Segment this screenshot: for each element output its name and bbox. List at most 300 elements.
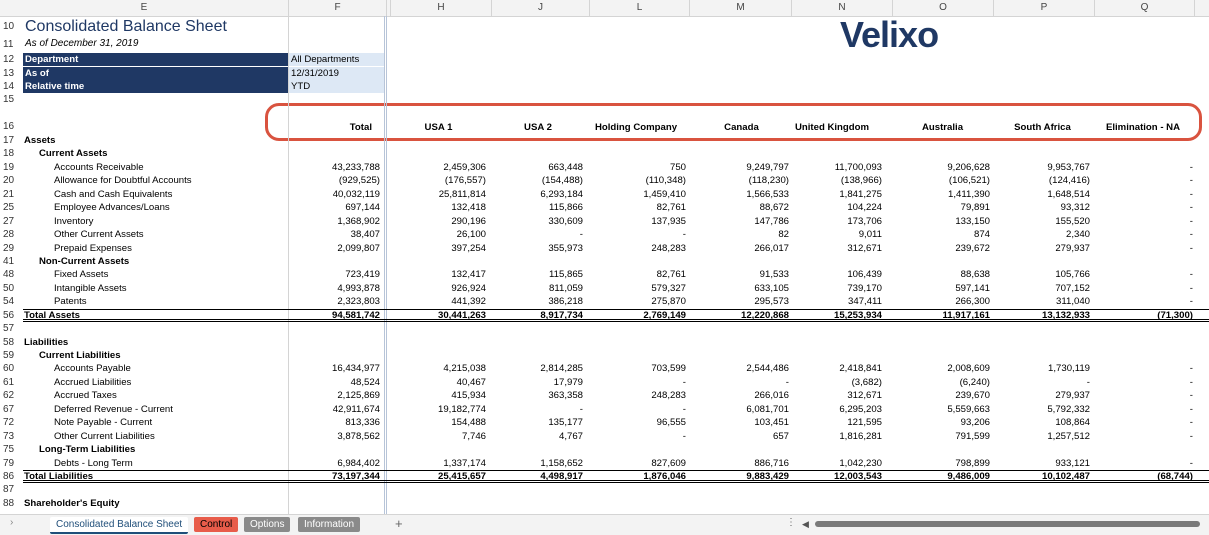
- value-cell[interactable]: -: [1189, 376, 1193, 388]
- table-row: [0, 255, 1209, 268]
- value-cell[interactable]: 7,746: [461, 430, 486, 442]
- value-cell[interactable]: 10,102,487: [1041, 470, 1090, 482]
- row-number: 14: [3, 81, 15, 92]
- row-label: Allowance for Doubtful Accounts: [54, 175, 192, 187]
- value-cell[interactable]: 697,144: [345, 202, 380, 214]
- value-cell[interactable]: 25,415,657: [437, 470, 486, 482]
- value-cell[interactable]: -: [682, 403, 686, 415]
- row-number: 27: [3, 215, 15, 227]
- value-cell[interactable]: 266,300: [955, 296, 990, 308]
- value-cell[interactable]: 115,865: [549, 269, 583, 281]
- value-cell[interactable]: 886,716: [754, 457, 789, 469]
- value-cell[interactable]: 1,411,390: [948, 188, 990, 200]
- table-row: [0, 215, 1209, 228]
- column-header-Q[interactable]: Q: [1095, 0, 1195, 16]
- value-cell[interactable]: 94,581,742: [331, 309, 380, 321]
- value-cell[interactable]: 739,170: [847, 282, 882, 294]
- row-label: Non-Current Assets: [39, 255, 130, 267]
- row-number: 75: [3, 444, 15, 456]
- value-cell[interactable]: 9,486,009: [947, 470, 990, 482]
- value-cell[interactable]: 1,337,174: [443, 457, 486, 469]
- row-label: Liabilities: [24, 336, 69, 348]
- value-cell[interactable]: 239,670: [955, 390, 990, 402]
- value-cell[interactable]: 6,984,402: [337, 457, 380, 469]
- column-title: Total: [349, 122, 372, 133]
- value-cell[interactable]: 798,899: [955, 457, 990, 469]
- value-cell[interactable]: 2,418,841: [839, 363, 882, 375]
- sheet-tab[interactable]: Information: [298, 517, 360, 532]
- row-number: 25: [3, 202, 15, 214]
- value-cell[interactable]: -: [1189, 229, 1193, 241]
- value-cell[interactable]: -: [682, 430, 686, 442]
- table-row: [0, 161, 1209, 174]
- value-cell[interactable]: 926,924: [451, 282, 486, 294]
- value-cell[interactable]: -: [579, 403, 583, 415]
- value-cell[interactable]: 48,524: [350, 376, 380, 388]
- value-cell[interactable]: 239,672: [955, 242, 990, 254]
- value-cell[interactable]: 2,544,486: [746, 363, 789, 375]
- table-row: [0, 242, 1209, 255]
- row-label: Other Current Liabilities: [54, 430, 155, 442]
- value-cell[interactable]: 132,417: [451, 269, 486, 281]
- value-cell[interactable]: 312,671: [847, 390, 882, 402]
- row-number: 11: [3, 39, 14, 50]
- param-value[interactable]: All Departments: [289, 53, 384, 66]
- row-label: Accrued Taxes: [54, 390, 117, 402]
- value-cell[interactable]: 104,224: [847, 202, 882, 214]
- value-cell[interactable]: -: [1189, 363, 1193, 375]
- value-cell[interactable]: 312,671: [847, 242, 882, 254]
- row-label: Cash and Cash Equivalents: [54, 188, 173, 200]
- value-cell[interactable]: 1,158,652: [540, 457, 583, 469]
- value-cell[interactable]: 363,358: [548, 390, 583, 402]
- add-sheet-button[interactable]: +: [395, 516, 403, 531]
- value-cell[interactable]: 155,520: [1055, 215, 1090, 227]
- value-cell[interactable]: 248,283: [651, 390, 686, 402]
- value-cell[interactable]: -: [682, 376, 686, 388]
- value-cell[interactable]: (3,682): [851, 376, 882, 388]
- report-title: Consolidated Balance Sheet: [25, 18, 227, 35]
- table-row: [0, 188, 1209, 201]
- row-number: 29: [3, 242, 15, 254]
- value-cell[interactable]: 290,196: [451, 215, 486, 227]
- value-cell[interactable]: 703,599: [651, 363, 686, 375]
- value-cell[interactable]: 5,792,332: [1047, 403, 1090, 415]
- value-cell[interactable]: 73,197,344: [331, 470, 380, 482]
- value-cell[interactable]: 26,100: [456, 229, 486, 241]
- value-cell[interactable]: -: [1189, 269, 1193, 281]
- row-label: Deferred Revenue - Current: [54, 403, 173, 415]
- value-cell[interactable]: (124,416): [1048, 175, 1090, 187]
- value-cell[interactable]: 2,459,306: [443, 161, 486, 173]
- table-row: [0, 443, 1209, 456]
- row-number: 57: [3, 323, 15, 335]
- row-number: 88: [3, 497, 15, 509]
- value-cell[interactable]: 88,672: [759, 202, 789, 214]
- total-row: [0, 470, 1209, 483]
- column-header-E[interactable]: E: [0, 0, 289, 16]
- column-title: Canada: [724, 122, 759, 133]
- row-number: 79: [3, 457, 15, 469]
- table-row: [0, 483, 1209, 496]
- column-header-J[interactable]: J: [492, 0, 590, 16]
- param-label: As of: [23, 67, 288, 80]
- value-cell[interactable]: 82,761: [656, 202, 686, 214]
- param-value[interactable]: YTD: [289, 80, 384, 93]
- table-row: [0, 389, 1209, 402]
- value-cell[interactable]: -: [1189, 242, 1193, 254]
- param-value[interactable]: 12/31/2019: [289, 67, 384, 80]
- row-number: 87: [3, 484, 15, 496]
- row-number: 17: [3, 135, 15, 146]
- row-number: 50: [3, 282, 15, 294]
- value-cell[interactable]: 2,340: [1065, 229, 1090, 241]
- value-cell[interactable]: 105,766: [1055, 269, 1090, 281]
- row-label: Accounts Receivable: [54, 161, 144, 173]
- value-cell[interactable]: 17,979: [553, 376, 583, 388]
- sheet-tab[interactable]: Control: [194, 517, 238, 532]
- row-number: 73: [3, 430, 15, 442]
- value-cell[interactable]: 19,182,774: [437, 403, 486, 415]
- value-cell[interactable]: 135,177: [548, 417, 583, 429]
- value-cell[interactable]: -: [1189, 282, 1193, 294]
- table-row: [0, 282, 1209, 295]
- column-header-H[interactable]: H: [391, 0, 492, 16]
- value-cell[interactable]: (929,525): [338, 175, 380, 187]
- column-title: USA 1: [424, 122, 453, 133]
- row-label: Debts - Long Term: [54, 457, 133, 469]
- value-cell[interactable]: 173,706: [847, 215, 882, 227]
- value-cell[interactable]: 2,008,609: [947, 363, 990, 375]
- total-top-border: [23, 309, 1209, 310]
- value-cell[interactable]: 3,878,562: [337, 430, 380, 442]
- table-row: [0, 457, 1209, 470]
- value-cell[interactable]: 43,233,788: [331, 161, 380, 173]
- value-cell[interactable]: 1,816,281: [839, 430, 882, 442]
- column-header-L[interactable]: L: [590, 0, 690, 16]
- param-label: Department: [23, 53, 288, 66]
- row-label: Note Payable - Current: [54, 417, 153, 429]
- row-label: Current Assets: [39, 148, 108, 160]
- value-cell[interactable]: -: [1189, 403, 1193, 415]
- value-cell[interactable]: (68,744): [1157, 470, 1193, 482]
- row-number: 61: [3, 376, 15, 388]
- value-cell[interactable]: (106,521): [948, 175, 990, 187]
- row-label: Other Current Assets: [54, 229, 144, 241]
- value-cell[interactable]: 933,121: [1055, 457, 1090, 469]
- table-row: [0, 336, 1209, 349]
- value-cell[interactable]: 1,841,275: [839, 188, 882, 200]
- row-number: 16: [3, 121, 15, 132]
- table-row: [0, 228, 1209, 241]
- more-options-icon[interactable]: ⋮: [786, 517, 796, 528]
- value-cell[interactable]: -: [1086, 376, 1090, 388]
- value-cell[interactable]: 1,368,902: [337, 215, 380, 227]
- row-number: 72: [3, 417, 15, 429]
- value-cell[interactable]: 91,533: [759, 269, 789, 281]
- column-title: Elimination - NA: [1105, 122, 1181, 133]
- table-row: [0, 134, 1209, 147]
- value-cell[interactable]: 597,141: [955, 282, 990, 294]
- value-cell[interactable]: -: [785, 376, 789, 388]
- value-cell[interactable]: 12,003,543: [833, 470, 882, 482]
- row-label: Prepaid Expenses: [54, 242, 132, 254]
- value-cell[interactable]: (6,240): [959, 376, 990, 388]
- value-cell[interactable]: 750: [669, 161, 686, 173]
- report-subtitle: As of December 31, 2019: [25, 38, 139, 49]
- column-header-P[interactable]: P: [994, 0, 1095, 16]
- value-cell[interactable]: 311,040: [1056, 296, 1090, 308]
- value-cell[interactable]: 11,700,093: [834, 161, 882, 173]
- value-cell[interactable]: 115,866: [549, 202, 583, 214]
- value-cell[interactable]: 441,392: [451, 296, 486, 308]
- row-label: Total Assets: [24, 309, 80, 321]
- value-cell[interactable]: 4,498,917: [540, 470, 583, 482]
- row-number: 59: [3, 350, 15, 361]
- value-cell[interactable]: 248,283: [651, 242, 686, 254]
- row-label: Inventory: [54, 215, 94, 227]
- value-cell[interactable]: 4,767: [558, 430, 583, 442]
- value-cell[interactable]: 1,566,533: [746, 188, 789, 200]
- value-cell[interactable]: 9,249,797: [746, 161, 789, 173]
- table-row: [0, 295, 1209, 308]
- value-cell[interactable]: 93,312: [1060, 202, 1090, 214]
- total-top-border: [23, 470, 1209, 471]
- sheet-tab[interactable]: Consolidated Balance Sheet: [50, 517, 188, 534]
- value-cell[interactable]: 811,059: [549, 282, 583, 294]
- value-cell[interactable]: 2,769,149: [643, 309, 686, 321]
- row-number: 60: [3, 363, 15, 375]
- param-label: Relative time: [23, 80, 288, 93]
- column-header-M[interactable]: M: [690, 0, 792, 16]
- value-cell[interactable]: 1,648,514: [1047, 188, 1090, 200]
- row-number: 58: [3, 336, 15, 348]
- table-row: [0, 147, 1209, 160]
- value-cell[interactable]: 1,730,119: [1048, 363, 1090, 375]
- row-number: 18: [3, 148, 15, 160]
- velixo-logo: Velixo: [840, 14, 939, 55]
- value-cell[interactable]: 93,206: [960, 417, 990, 429]
- value-cell[interactable]: 12,220,868: [740, 309, 789, 321]
- column-title: South Africa: [1014, 122, 1071, 133]
- value-cell[interactable]: 108,864: [1055, 417, 1090, 429]
- column-title: Holding Company: [594, 122, 678, 133]
- row-label: Shareholder's Equity: [24, 497, 120, 509]
- value-cell[interactable]: 4,215,038: [443, 363, 486, 375]
- value-cell[interactable]: 9,011: [858, 229, 882, 241]
- row-label: Total Liabilities: [24, 470, 94, 482]
- table-row: [0, 201, 1209, 214]
- value-cell[interactable]: 137,935: [651, 215, 686, 227]
- value-cell[interactable]: 355,973: [548, 242, 583, 254]
- value-cell[interactable]: -: [1189, 215, 1193, 227]
- row-number: 28: [3, 229, 15, 241]
- value-cell[interactable]: 38,407: [350, 229, 380, 241]
- value-cell[interactable]: 42,911,674: [332, 403, 380, 415]
- row-number: 62: [3, 390, 15, 402]
- horizontal-scrollbar[interactable]: [815, 521, 1200, 527]
- value-cell[interactable]: -: [1189, 175, 1193, 187]
- value-cell[interactable]: -: [1189, 430, 1193, 442]
- value-cell[interactable]: 88,638: [960, 269, 990, 281]
- value-cell[interactable]: 6,295,203: [839, 403, 882, 415]
- value-cell[interactable]: 633,105: [754, 282, 789, 294]
- value-cell[interactable]: -: [1189, 390, 1193, 402]
- row-label: Accounts Payable: [54, 363, 131, 375]
- value-cell[interactable]: 82,761: [656, 269, 686, 281]
- column-title: United Kingdom: [794, 122, 870, 133]
- value-cell[interactable]: 827,609: [651, 457, 686, 469]
- row-number: 20: [3, 175, 15, 187]
- row-label: Employee Advances/Loans: [54, 202, 170, 214]
- value-cell[interactable]: 40,467: [456, 376, 486, 388]
- value-cell[interactable]: 25,811,814: [438, 188, 486, 200]
- scroll-left-icon[interactable]: ◀: [802, 519, 809, 529]
- value-cell[interactable]: 279,937: [1055, 390, 1090, 402]
- value-cell[interactable]: (118,230): [748, 175, 789, 187]
- sheet-tab[interactable]: Options: [244, 517, 290, 532]
- value-cell[interactable]: -: [1189, 296, 1193, 308]
- row-number: 41: [3, 255, 15, 267]
- value-cell[interactable]: 707,152: [1055, 282, 1090, 294]
- table-row: [0, 376, 1209, 389]
- column-header-N[interactable]: N: [792, 0, 893, 16]
- table-row: [0, 268, 1209, 281]
- row-number: 10: [3, 21, 15, 32]
- value-cell[interactable]: 579,327: [651, 282, 686, 294]
- value-cell[interactable]: 1,042,230: [839, 457, 882, 469]
- value-cell[interactable]: 79,891: [960, 202, 990, 214]
- value-cell[interactable]: 133,150: [955, 215, 990, 227]
- row-label: Fixed Assets: [54, 269, 109, 281]
- value-cell[interactable]: 9,953,767: [1047, 161, 1090, 173]
- value-cell[interactable]: 295,573: [754, 296, 789, 308]
- row-number: 12: [3, 54, 15, 65]
- value-cell[interactable]: 103,451: [754, 417, 789, 429]
- column-title: Australia: [921, 122, 964, 133]
- column-header-O[interactable]: O: [893, 0, 994, 16]
- value-cell[interactable]: 82: [778, 229, 789, 241]
- value-cell[interactable]: -: [579, 229, 583, 241]
- value-cell[interactable]: 723,419: [345, 269, 380, 281]
- value-cell[interactable]: 397,254: [451, 242, 486, 254]
- value-cell[interactable]: 106,439: [847, 269, 882, 281]
- value-cell[interactable]: 275,870: [651, 296, 686, 308]
- value-cell[interactable]: (138,966): [840, 175, 882, 187]
- row-number: 21: [3, 188, 15, 200]
- total-row: [0, 309, 1209, 322]
- value-cell[interactable]: 386,218: [548, 296, 583, 308]
- value-cell[interactable]: 9,883,429: [746, 470, 789, 482]
- value-cell[interactable]: 5,559,663: [947, 403, 990, 415]
- column-header-bar: [0, 0, 1209, 17]
- value-cell[interactable]: 663,448: [548, 161, 583, 173]
- value-cell[interactable]: 16,434,977: [331, 363, 380, 375]
- table-row: [0, 416, 1209, 429]
- value-cell[interactable]: 6,293,184: [540, 188, 583, 200]
- value-cell[interactable]: -: [1189, 188, 1193, 200]
- value-cell[interactable]: 657: [772, 430, 789, 442]
- value-cell[interactable]: 2,814,285: [540, 363, 583, 375]
- row-number: 48: [3, 269, 15, 281]
- value-cell[interactable]: -: [1189, 161, 1193, 173]
- sheet-tab-bar: [0, 514, 1209, 535]
- value-cell[interactable]: 154,488: [451, 417, 486, 429]
- row-number: 13: [3, 67, 15, 79]
- value-cell[interactable]: (71,300): [1157, 309, 1193, 321]
- row-number: 15: [3, 94, 15, 105]
- row-label: Patents: [54, 296, 87, 308]
- row-label: Long-Term Liabilities: [39, 444, 136, 456]
- value-cell[interactable]: 4,993,878: [337, 282, 380, 294]
- table-row: [0, 497, 1209, 510]
- table-row: [0, 403, 1209, 416]
- table-row: [0, 349, 1209, 362]
- value-cell[interactable]: 266,017: [754, 242, 789, 254]
- value-cell[interactable]: 347,411: [848, 296, 882, 308]
- value-cell[interactable]: 415,934: [451, 390, 486, 402]
- value-cell[interactable]: (110,348): [645, 175, 686, 187]
- row-number: 56: [3, 309, 15, 321]
- value-cell[interactable]: 11,917,161: [942, 309, 990, 321]
- scroll-tabs-icon[interactable]: ›: [10, 517, 14, 528]
- value-cell[interactable]: 2,125,869: [337, 390, 380, 402]
- value-cell[interactable]: 1,257,512: [1047, 430, 1090, 442]
- value-cell[interactable]: 40,032,119: [332, 188, 380, 200]
- row-number: 19: [3, 161, 15, 173]
- value-cell[interactable]: -: [1189, 202, 1193, 214]
- value-cell[interactable]: 791,599: [955, 430, 990, 442]
- value-cell[interactable]: 874: [973, 229, 990, 241]
- value-cell[interactable]: 132,418: [451, 202, 486, 214]
- value-cell[interactable]: 13,132,933: [1041, 309, 1090, 321]
- value-cell[interactable]: 2,099,807: [337, 242, 380, 254]
- value-cell[interactable]: 9,206,628: [947, 161, 990, 173]
- row-label: Assets: [24, 135, 56, 146]
- value-cell[interactable]: 30,441,263: [437, 309, 486, 321]
- value-cell[interactable]: 1,459,410: [643, 188, 686, 200]
- table-row: [0, 174, 1209, 187]
- row-number: 54: [3, 296, 15, 308]
- value-cell[interactable]: 813,336: [345, 417, 380, 429]
- value-cell[interactable]: (154,488): [541, 175, 583, 187]
- value-cell[interactable]: 8,917,734: [540, 309, 583, 321]
- value-cell[interactable]: 6,081,701: [746, 403, 789, 415]
- value-cell[interactable]: 121,595: [847, 417, 882, 429]
- column-title: USA 2: [524, 122, 552, 133]
- row-label: Accrued Liabilities: [54, 376, 132, 388]
- value-cell[interactable]: 279,937: [1055, 242, 1090, 254]
- value-cell[interactable]: 330,609: [548, 215, 583, 227]
- row-number: 86: [3, 470, 15, 482]
- row-label: Intangible Assets: [54, 282, 127, 294]
- value-cell[interactable]: 15,253,934: [833, 309, 882, 321]
- value-cell[interactable]: (176,557): [444, 175, 486, 187]
- value-cell[interactable]: -: [1189, 457, 1193, 469]
- value-cell[interactable]: 1,876,046: [643, 470, 686, 482]
- value-cell[interactable]: 147,786: [754, 215, 789, 227]
- value-cell[interactable]: -: [1189, 417, 1193, 429]
- value-cell[interactable]: 266,016: [754, 390, 789, 402]
- value-cell[interactable]: 96,555: [656, 417, 686, 429]
- value-cell[interactable]: 2,323,803: [337, 296, 380, 308]
- table-row: [0, 430, 1209, 443]
- value-cell[interactable]: -: [682, 229, 686, 241]
- row-label: Current Liabilities: [39, 350, 121, 361]
- row-number: 67: [3, 403, 15, 415]
- column-header-F[interactable]: F: [289, 0, 387, 16]
- table-row: [0, 322, 1209, 335]
